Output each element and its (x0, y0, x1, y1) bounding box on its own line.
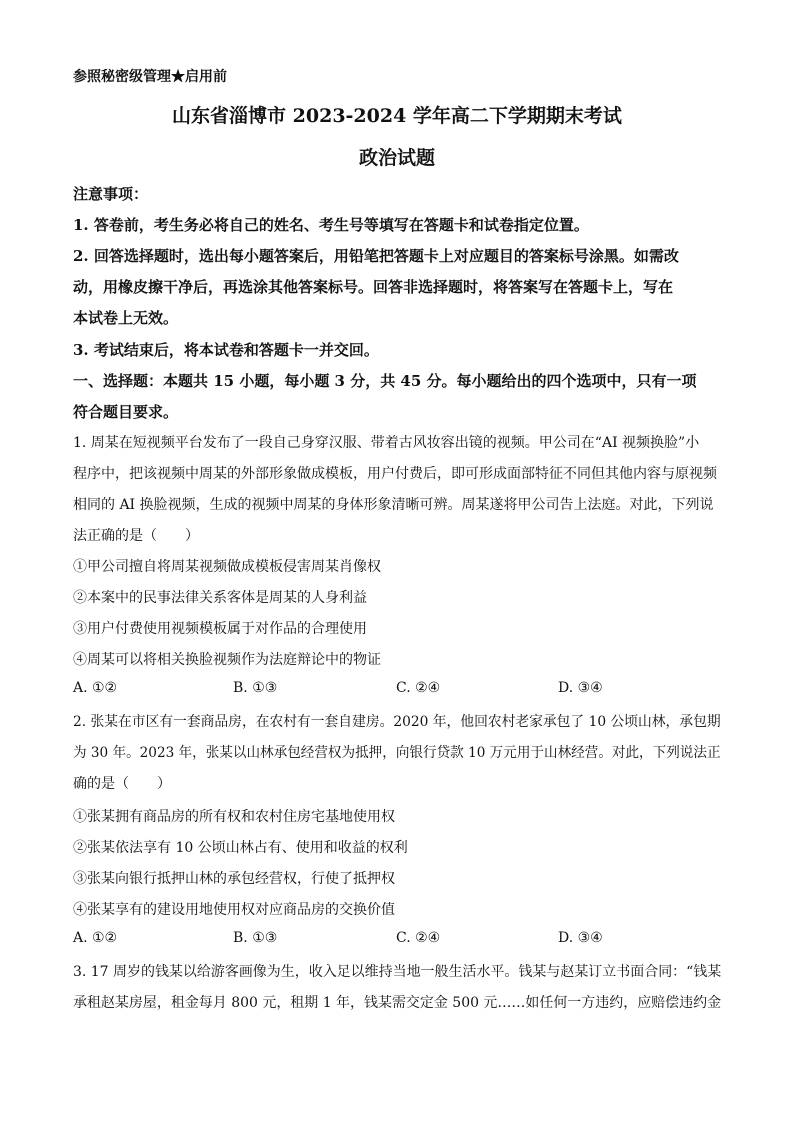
q1-option-b: B. ①③ (233, 680, 278, 696)
notes-heading: 注意事项： (73, 185, 149, 203)
q1-option-d: D. ③④ (558, 680, 603, 696)
q2-statement-4: ④张某享有的建设用地使用权对应商品房的交换价值 (73, 902, 395, 918)
q1-statement-3: ③用户付费使用视频模板属于对作品的合理使用 (73, 621, 367, 637)
q1-option-c: C. ②④ (396, 680, 441, 696)
q2-option-c: C. ②④ (396, 930, 441, 946)
secret-mark: 参照秘密级管理★启用前 (73, 69, 227, 85)
q2-option-a: A. ①② (73, 930, 118, 946)
q1-stem-line-3: 相同的 AI 换脸视频，生成的视频中周某的身体形象清晰可辨。周某遂将甲公司告上法庭。对此，下列说 (73, 497, 714, 513)
section-heading-line-1: 一、选择题：本题共 15 小题，每小题 3 分，共 45 分。每小题给出的四个选项中，只有一项 (73, 372, 697, 390)
q3-stem-line-1: 3. 17 周岁的钱某以给游客画像为生，收入足以维持当地一般生活水平。钱某与赵某订立书面合同：“钱某 (73, 964, 722, 980)
note-2-line-1: 2. 回答选择题时，选出每小题答案后，用铅笔把答题卡上对应题目的答案标号涂黑。如需改 (73, 247, 679, 265)
q2-statement-3: ③张某向银行抵押山林的承包经营权，行使了抵押权 (73, 871, 395, 887)
q2-stem-line-3: 确的是（ ） (73, 776, 171, 792)
q2-option-b: B. ①③ (233, 930, 278, 946)
page-subtitle: 政治试题 (358, 147, 435, 169)
note-2-line-2: 动，用橡皮擦干净后，再选涂其他答案标号。回答非选择题时，将答案写在答题卡上，写在 (73, 278, 674, 296)
note-1: 1. 答卷前，考生务必将自己的姓名、考生号等填写在答题卡和试卷指定位置。 (73, 216, 589, 234)
q1-stem-line-1: 1. 周某在短视频平台发布了一段自己身穿汉服、带着古风妆容出镜的视频。甲公司在“AI 视频换脸”小 (73, 435, 700, 451)
q1-statement-2: ②本案中的民事法律关系客体是周某的人身利益 (73, 590, 367, 606)
q1-statement-1: ①甲公司擅自将周某视频做成模板侵害周某肖像权 (73, 559, 381, 575)
q2-option-d: D. ③④ (558, 930, 603, 946)
q2-stem-line-2: 为 30 年。2023 年，张某以山林承包经营权为抵押，向银行贷款 10 万元用于山林经营。对此，下列说法正 (73, 745, 721, 761)
q2-statement-1: ①张某拥有商品房的所有权和农村住房宅基地使用权 (73, 809, 395, 825)
note-2-line-3: 本试卷上无效。 (73, 309, 179, 327)
note-3: 3. 考试结束后，将本试卷和答题卡一并交回。 (73, 341, 379, 359)
q1-option-a: A. ①② (73, 680, 118, 696)
q3-stem-line-2: 承租赵某房屋，租金每月 800 元，租期 1 年，钱某需交定金 500 元……如任何一方违约，应赔偿违约金 (73, 995, 722, 1011)
page-title: 山东省淄博市 2023-2024 学年高二下学期期末考试 (172, 105, 622, 127)
q2-statement-2: ②张某依法享有 10 公顷山林占有、使用和收益的权利 (73, 840, 408, 856)
q1-statement-4: ④周某可以将相关换脸视频作为法庭辩论中的物证 (73, 652, 381, 668)
q1-stem-line-2: 程序中，把该视频中周某的外部形象做成模板，用户付费后，即可形成面部特征不同但其他内容与原视频 (73, 466, 717, 482)
q2-stem-line-1: 2. 张某在市区有一套商品房，在农村有一套自建房。2020 年，他回农村老家承包了 10 公顷山林，承包期 (73, 714, 721, 730)
q1-stem-line-4: 法正确的是（ ） (73, 528, 199, 544)
section-heading-line-2: 符合题目要求。 (73, 403, 179, 421)
